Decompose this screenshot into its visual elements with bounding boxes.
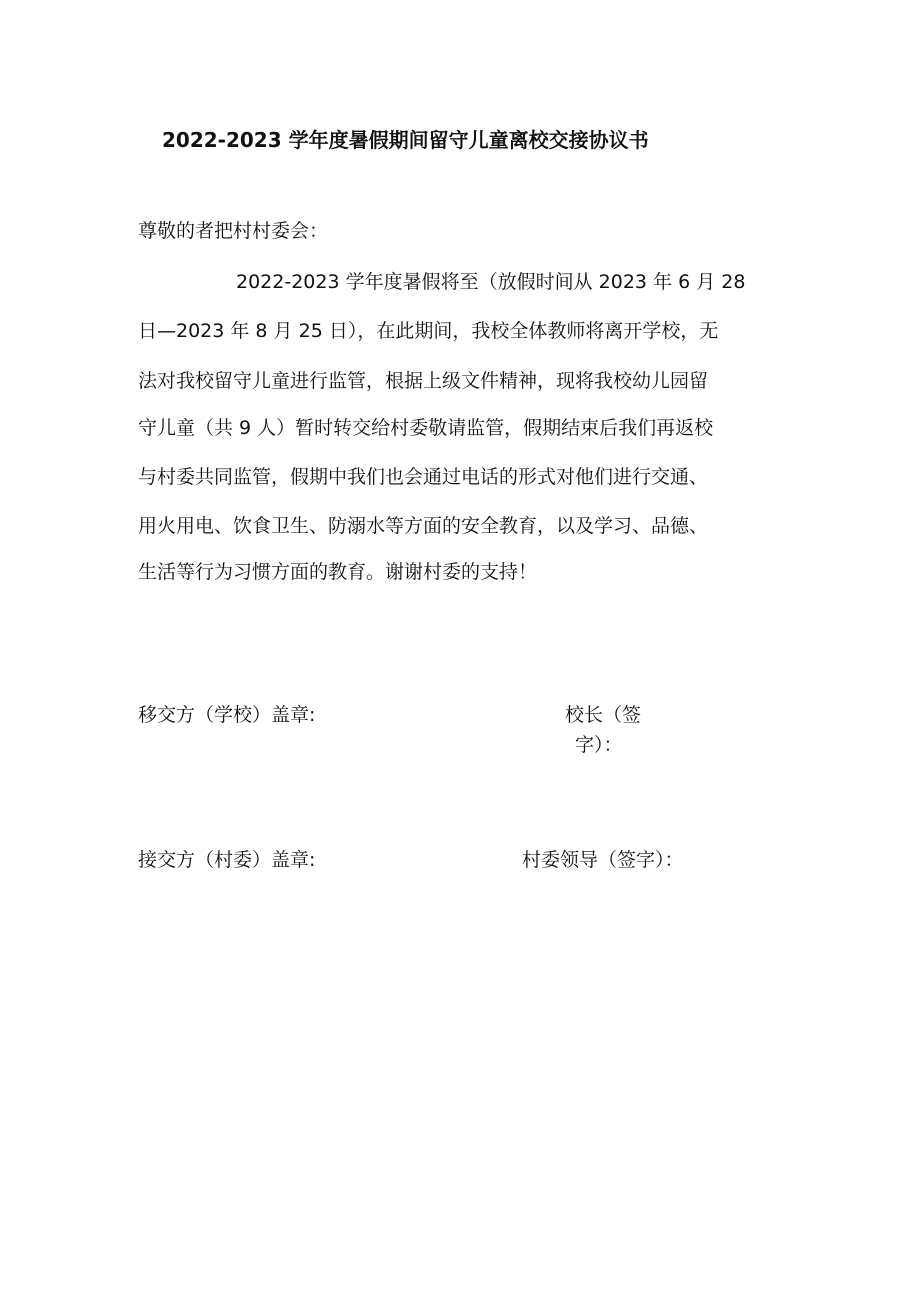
salutation: 尊敬的者把村村委会：: [138, 220, 329, 242]
village-leader-sign-label: 村委领导（签字）：: [522, 849, 684, 871]
receiver-seal-label: 接交方（村委）盖章:: [138, 849, 316, 871]
body-line: 2022-2023 学年度暑假将至（放假时间从 2023 年 6 月 28: [236, 271, 746, 293]
principal-sign-label-cont: 字）：: [575, 734, 623, 756]
body-line: 守儿童（共 9 人）暂时转交给村委敬请监管，假期结束后我们再返校: [138, 417, 714, 439]
body-line: 法对我校留守儿童进行监管，根据上级文件精神，现将我校幼儿园留: [138, 370, 709, 392]
body-line: 与村委共同监管，假期中我们也会通过电话的形式对他们进行交通、: [138, 466, 709, 488]
body-line: 用火用电、饮食卫生、防溺水等方面的安全教育，以及学习、品德、: [138, 515, 709, 537]
principal-sign-label: 校长（签: [565, 704, 642, 726]
document-title: 2022-2023 学年度暑假期间留守儿童离校交接协议书: [162, 128, 649, 152]
body-line: 日—2023 年 8 月 25 日），在此期间，我校全体教师将离开学校，无: [138, 320, 719, 342]
transferor-seal-label: 移交方（学校）盖章:: [138, 704, 316, 726]
body-line: 生活等行为习惯方面的教育。谢谢村委的支持！: [138, 561, 538, 583]
